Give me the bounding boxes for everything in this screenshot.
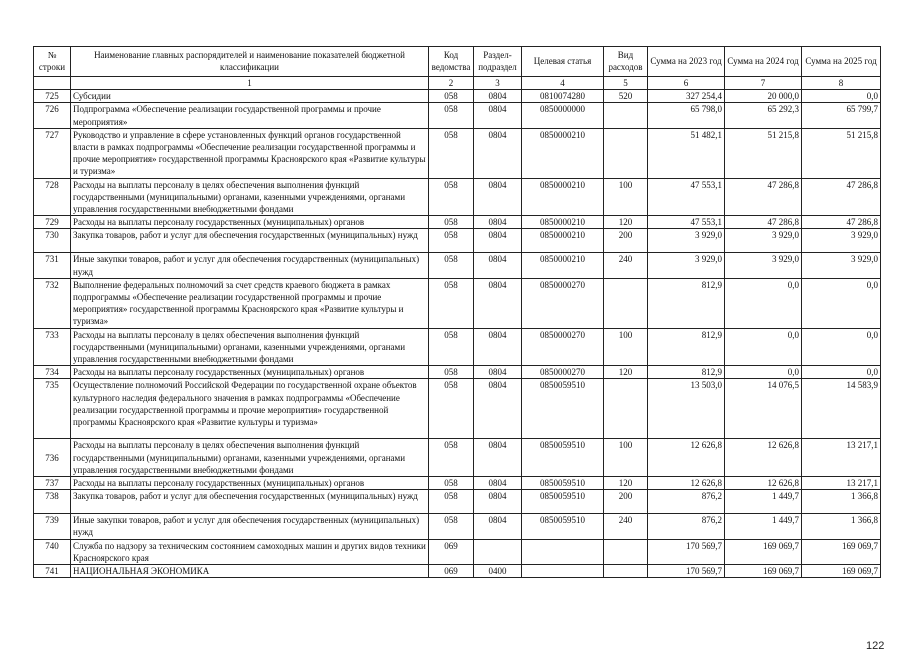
dept-code: 058 [429, 366, 474, 379]
row-number: 738 [34, 490, 71, 514]
sum-2025: 0,0 [802, 366, 881, 379]
row-name: Иные закупки товаров, работ и услуг для обеспечения государственных (муниципальных) нужд [71, 253, 429, 278]
section-code: 0804 [474, 514, 522, 539]
sum-2024: 47 286,8 [725, 178, 802, 216]
dept-code: 058 [429, 477, 474, 490]
target-code: 0850000210 [522, 178, 604, 216]
table-row [34, 490, 881, 514]
sum-2025: 3 929,0 [802, 229, 881, 253]
table-row [34, 216, 881, 229]
target-code: 0810074280 [522, 90, 604, 103]
row-name: Закупка товаров, работ и услуг для обеспечения государственных (муниципальных) нужд [71, 490, 429, 514]
sum-2024: 169 069,7 [725, 539, 802, 564]
row-number: 726 [34, 103, 71, 128]
row-name: Подпрограмма «Обеспечение реализации государственной программы и прочие мероприятия» [71, 103, 429, 128]
expense-type-code [604, 278, 648, 328]
target-code: 0850000270 [522, 366, 604, 379]
expense-type-code: 240 [604, 253, 648, 278]
expense-type-code: 120 [604, 366, 648, 379]
target-code: 0850000210 [522, 216, 604, 229]
sum-2024: 1 449,7 [725, 490, 802, 514]
dept-code: 058 [429, 490, 474, 514]
sum-2023: 812,9 [648, 366, 725, 379]
table-row [34, 128, 881, 178]
expense-type-code [604, 128, 648, 178]
target-code: 0850059510 [522, 439, 604, 477]
row-name: Расходы на выплаты персоналу государственных (муниципальных) органов [71, 216, 429, 229]
sum-2025: 47 286,8 [802, 216, 881, 229]
column-number: 7 [725, 77, 802, 90]
target-code: 0850000210 [522, 253, 604, 278]
page-number: 122 [866, 640, 885, 652]
table-row [34, 366, 881, 379]
section-code: 0804 [474, 278, 522, 328]
target-code: 0850000210 [522, 128, 604, 178]
sum-2024: 0,0 [725, 328, 802, 366]
section-code: 0804 [474, 90, 522, 103]
header-sum-2023: Сумма на 2023 год [648, 47, 725, 77]
expense-type-code: 100 [604, 328, 648, 366]
table-row [34, 328, 881, 366]
row-name: Закупка товаров, работ и услуг для обеспечения государственных (муниципальных) нужд [71, 229, 429, 253]
sum-2025: 13 217,1 [802, 477, 881, 490]
expense-type-code [604, 539, 648, 564]
target-code: 0850000270 [522, 328, 604, 366]
column-number: 2 [429, 77, 474, 90]
row-number: 728 [34, 178, 71, 216]
row-name: Субсидии [71, 90, 429, 103]
expense-type-code: 120 [604, 477, 648, 490]
header-sum-2025: Сумма на 2025 год [802, 47, 881, 77]
target-code [522, 539, 604, 564]
dept-code: 058 [429, 379, 474, 439]
section-code: 0804 [474, 477, 522, 490]
sum-2025: 0,0 [802, 278, 881, 328]
dept-code: 058 [429, 278, 474, 328]
expense-type-code: 100 [604, 439, 648, 477]
sum-2024: 3 929,0 [725, 253, 802, 278]
sum-2025: 1 366,8 [802, 514, 881, 539]
dept-code: 058 [429, 328, 474, 366]
row-number: 733 [34, 328, 71, 366]
dept-code: 069 [429, 539, 474, 564]
column-number: 8 [802, 77, 881, 90]
sum-2025: 169 069,7 [802, 539, 881, 564]
expense-type-code: 520 [604, 90, 648, 103]
column-number: 4 [522, 77, 604, 90]
column-number: 3 [474, 77, 522, 90]
header-sum-2024: Сумма на 2024 год [725, 47, 802, 77]
target-code: 0850000000 [522, 103, 604, 128]
dept-code: 058 [429, 439, 474, 477]
row-number: 729 [34, 216, 71, 229]
sum-2025: 14 583,9 [802, 379, 881, 439]
row-name: Расходы на выплаты персоналу в целях обеспечения выполнения функций государственными (муниципальными) органами, казенными учреждениями, органами управления государственными внебюджетными фондами [71, 178, 429, 216]
section-code: 0804 [474, 366, 522, 379]
header-expense-type: Вид расходов [604, 47, 648, 77]
row-number: 727 [34, 128, 71, 178]
row-number: 741 [34, 565, 71, 578]
expense-type-code [604, 379, 648, 439]
sum-2025: 169 069,7 [802, 565, 881, 578]
sum-2023: 12 626,8 [648, 439, 725, 477]
row-number: 739 [34, 514, 71, 539]
row-number: 731 [34, 253, 71, 278]
section-code: 0804 [474, 103, 522, 128]
sum-2025: 0,0 [802, 328, 881, 366]
table-row [34, 90, 881, 103]
sum-2024: 47 286,8 [725, 216, 802, 229]
sum-2023: 47 553,1 [648, 178, 725, 216]
expense-type-code: 200 [604, 490, 648, 514]
sum-2023: 47 553,1 [648, 216, 725, 229]
target-code [522, 565, 604, 578]
sum-2024: 65 292,3 [725, 103, 802, 128]
section-code: 0804 [474, 490, 522, 514]
target-code: 0850000210 [522, 229, 604, 253]
target-code: 0850059510 [522, 379, 604, 439]
dept-code: 069 [429, 565, 474, 578]
sum-2024: 12 626,8 [725, 439, 802, 477]
table-body [34, 90, 881, 578]
sum-2025: 3 929,0 [802, 253, 881, 278]
column-number: 1 [71, 77, 429, 90]
target-code: 0850059510 [522, 490, 604, 514]
sum-2023: 170 569,7 [648, 565, 725, 578]
row-name: НАЦИОНАЛЬНАЯ ЭКОНОМИКА [71, 565, 429, 578]
expense-type-code [604, 565, 648, 578]
sum-2023: 876,2 [648, 490, 725, 514]
section-code [474, 539, 522, 564]
expense-type-code [604, 103, 648, 128]
sum-2024: 169 069,7 [725, 565, 802, 578]
header-target: Целевая статья [522, 47, 604, 77]
row-number: 725 [34, 90, 71, 103]
row-name: Расходы на выплаты персоналу государственных (муниципальных) органов [71, 477, 429, 490]
table-row [34, 253, 881, 278]
sum-2025: 51 215,8 [802, 128, 881, 178]
table-row [34, 439, 881, 477]
row-name: Расходы на выплаты персоналу государственных (муниципальных) органов [71, 366, 429, 379]
column-number: 5 [604, 77, 648, 90]
target-code: 0850059510 [522, 514, 604, 539]
sum-2023: 876,2 [648, 514, 725, 539]
sum-2023: 812,9 [648, 278, 725, 328]
dept-code: 058 [429, 90, 474, 103]
sum-2023: 13 503,0 [648, 379, 725, 439]
table-row [34, 278, 881, 328]
table-row [34, 103, 881, 128]
section-code: 0804 [474, 328, 522, 366]
table-row [34, 539, 881, 564]
table-header-row [34, 47, 881, 77]
row-number: 734 [34, 366, 71, 379]
expense-type-code: 200 [604, 229, 648, 253]
header-row-no: № строки [34, 47, 71, 77]
dept-code: 058 [429, 253, 474, 278]
sum-2024: 1 449,7 [725, 514, 802, 539]
section-code: 0804 [474, 178, 522, 216]
sum-2023: 327 254,4 [648, 90, 725, 103]
row-name: Выполнение федеральных полномочий за счет средств краевого бюджета в рамках подпрограммы «Обеспечение реализации государственной программы и прочие мероприятия» государственной программы Красноярского края «Развитие культуры и туризма» [71, 278, 429, 328]
dept-code: 058 [429, 128, 474, 178]
table-row [34, 178, 881, 216]
table-row [34, 229, 881, 253]
section-code: 0804 [474, 216, 522, 229]
table-row [34, 514, 881, 539]
sum-2025: 0,0 [802, 90, 881, 103]
dept-code: 058 [429, 216, 474, 229]
table-row [34, 379, 881, 439]
sum-2025: 1 366,8 [802, 490, 881, 514]
dept-code: 058 [429, 514, 474, 539]
budget-document [33, 46, 885, 652]
sum-2023: 812,9 [648, 328, 725, 366]
budget-table [33, 46, 881, 578]
row-name: Расходы на выплаты персоналу в целях обеспечения выполнения функций государственными (муниципальными) органами, казенными учреждениями, органами управления государственными внебюджетными фондами [71, 328, 429, 366]
row-name: Руководство и управление в сфере установленных функций органов государственной власти в рамках подпрограммы «Обеспечение реализации государственной программы и прочие мероприятия» государственной программы Красноярского края «Развитие культуры и туризма» [71, 128, 429, 178]
header-section: Раздел-подраздел [474, 47, 522, 77]
column-number-row [34, 77, 881, 90]
dept-code: 058 [429, 103, 474, 128]
row-number: 737 [34, 477, 71, 490]
sum-2024: 20 000,0 [725, 90, 802, 103]
sum-2025: 47 286,8 [802, 178, 881, 216]
sum-2025: 65 799,7 [802, 103, 881, 128]
expense-type-code: 100 [604, 178, 648, 216]
sum-2023: 51 482,1 [648, 128, 725, 178]
sum-2024: 0,0 [725, 278, 802, 328]
expense-type-code: 240 [604, 514, 648, 539]
section-code: 0804 [474, 128, 522, 178]
sum-2023: 170 569,7 [648, 539, 725, 564]
sum-2023: 3 929,0 [648, 229, 725, 253]
sum-2023: 12 626,8 [648, 477, 725, 490]
section-code: 0804 [474, 253, 522, 278]
section-code: 0804 [474, 439, 522, 477]
row-number: 740 [34, 539, 71, 564]
row-name: Осуществление полномочий Российской Федерации по государственной охране объектов культурного наследия федерального значения в рамках подпрограммы «Обеспечение реализации государственной программы и прочие мероприятия» государственной программы Красноярского края «Развитие культуры и туризма» [71, 379, 429, 439]
sum-2024: 51 215,8 [725, 128, 802, 178]
sum-2023: 3 929,0 [648, 253, 725, 278]
sum-2024: 3 929,0 [725, 229, 802, 253]
header-dept-code: Код ведомства [429, 47, 474, 77]
table-row [34, 477, 881, 490]
sum-2024: 14 076,5 [725, 379, 802, 439]
sum-2023: 65 798,0 [648, 103, 725, 128]
sum-2024: 12 626,8 [725, 477, 802, 490]
target-code: 0850000270 [522, 278, 604, 328]
section-code: 0400 [474, 565, 522, 578]
row-number: 732 [34, 278, 71, 328]
row-number: 736 [34, 439, 71, 477]
row-name: Служба по надзору за техническим состоянием самоходных машин и других видов техники Красноярского края [71, 539, 429, 564]
row-number: 735 [34, 379, 71, 439]
sum-2025: 13 217,1 [802, 439, 881, 477]
section-code: 0804 [474, 229, 522, 253]
target-code: 0850059510 [522, 477, 604, 490]
sum-2024: 0,0 [725, 366, 802, 379]
dept-code: 058 [429, 229, 474, 253]
row-number: 730 [34, 229, 71, 253]
row-name: Расходы на выплаты персоналу в целях обеспечения выполнения функций государственными (муниципальными) органами, казенными учреждениями, органами управления государственными внебюджетными фондами [71, 439, 429, 477]
column-number [34, 77, 71, 90]
section-code: 0804 [474, 379, 522, 439]
header-name: Наименование главных распорядителей и наименование показателей бюджетной классификации [71, 47, 429, 77]
dept-code: 058 [429, 178, 474, 216]
expense-type-code: 120 [604, 216, 648, 229]
table-row [34, 565, 881, 578]
column-number: 6 [648, 77, 725, 90]
row-name: Иные закупки товаров, работ и услуг для обеспечения государственных (муниципальных) нужд [71, 514, 429, 539]
